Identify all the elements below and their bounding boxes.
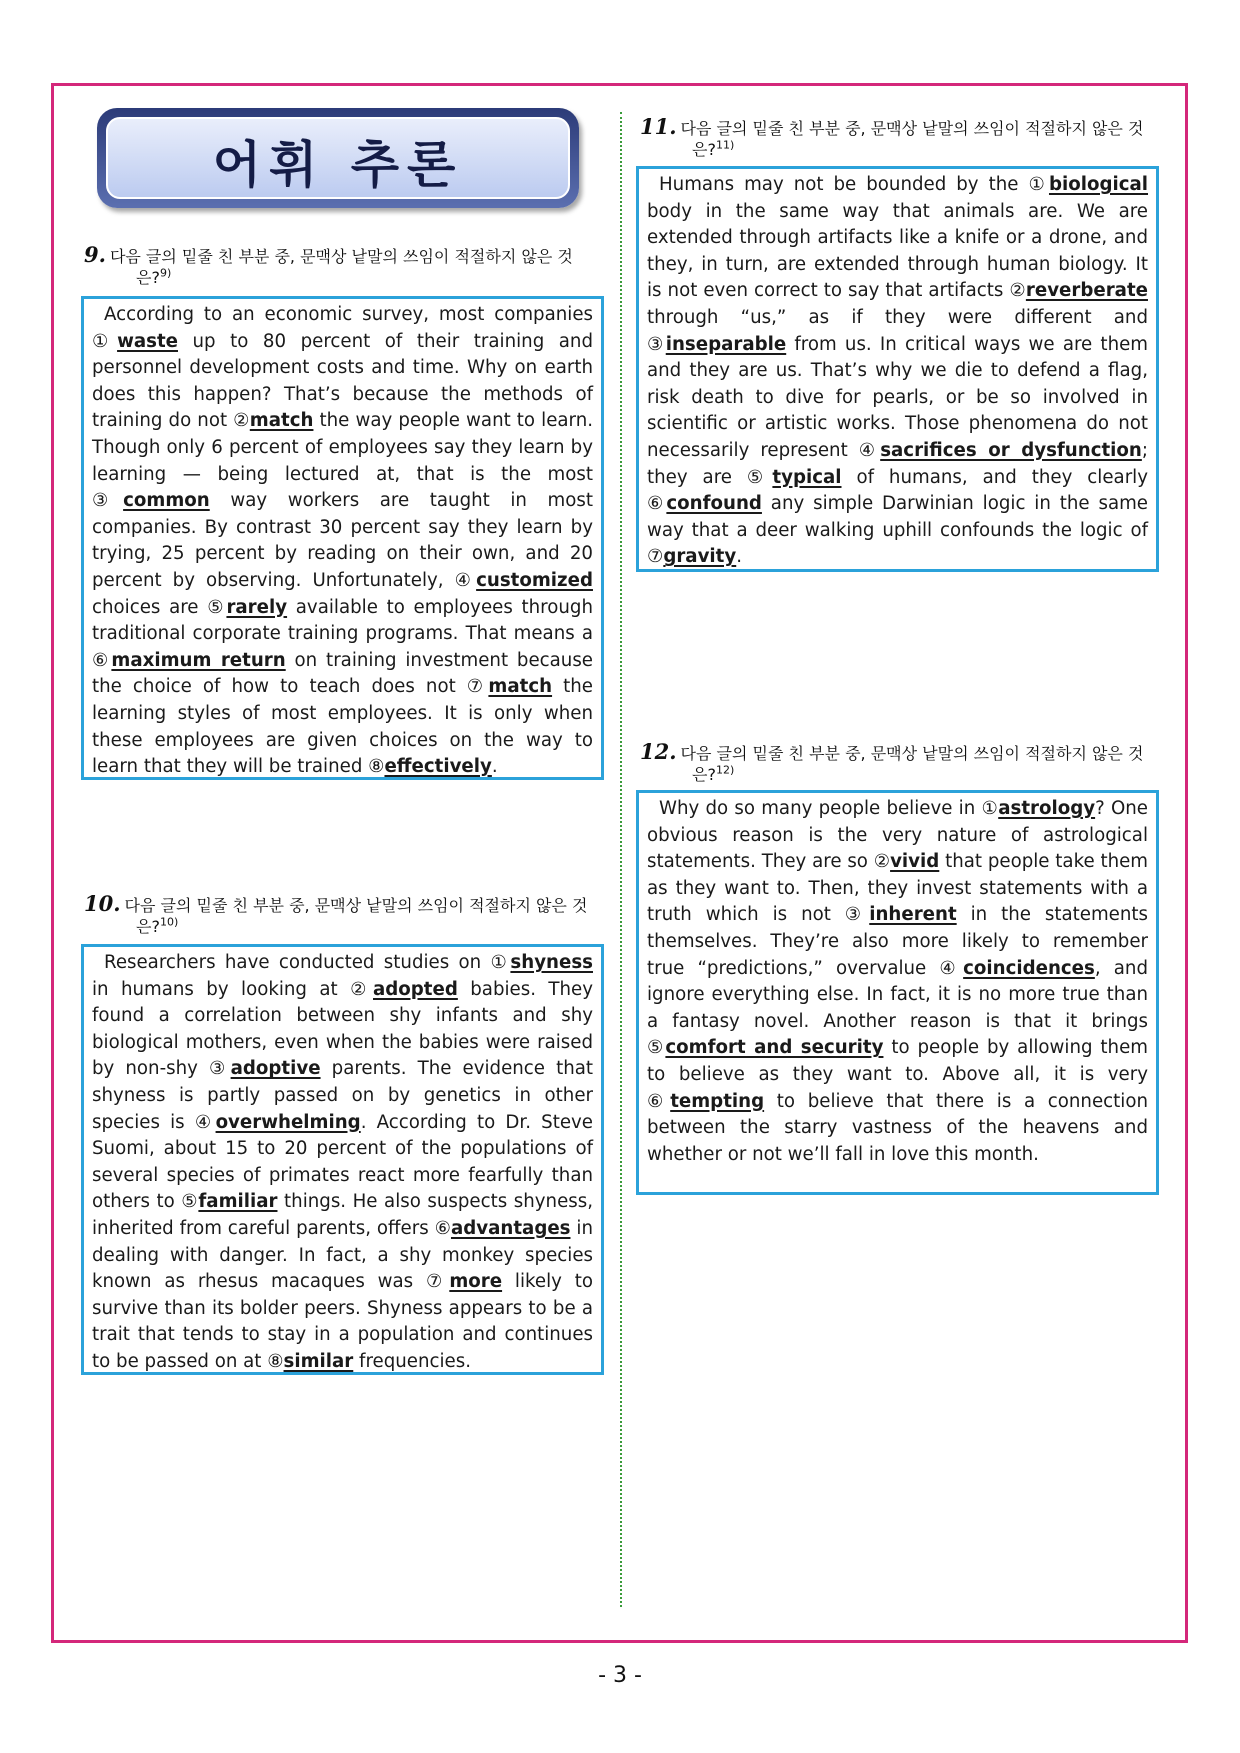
passage-segment: the learning styles of most employees. It is only when these employees are given choices on the way to learn that they will be trained — [92, 676, 593, 778]
underlined-word: familiar — [198, 1191, 278, 1213]
underlined-word: typical — [772, 466, 842, 488]
passage-segment: ? One obvious reason is the very nature of astrological statements. They are so — [647, 798, 1148, 873]
choice-marker: ⑦ — [647, 546, 664, 568]
passage-text — [647, 172, 1148, 571]
question-11-heading — [640, 116, 1160, 160]
underlined-word: shyness — [510, 952, 593, 973]
passage-segment: . According to Dr. Steve Suomi, about 15 to 20 percent of the populations of several species of primates react more fearfully than others to — [92, 1111, 593, 1213]
choice-marker: ① — [981, 798, 999, 819]
passage-segment: things. He also suspects shyness, inherited from careful parents, offers — [92, 1191, 593, 1239]
choice-marker: ⑤ — [207, 596, 227, 618]
passage-segment: up to 80 percent of their training and personnel development costs and time. Why on earth does this happen? That’s because the methods of training do not — [92, 330, 593, 432]
choice-marker: ④ — [858, 439, 881, 461]
passage-segment: Humans may not be bounded by the — [659, 174, 1029, 195]
passage-segment: choices are — [92, 596, 208, 618]
choice-marker: ③ — [209, 1058, 231, 1080]
passage-segment: ; they are — [647, 439, 1148, 488]
section-title: 어휘 추론 — [212, 136, 464, 194]
choice-marker: ② — [873, 851, 891, 873]
question-9-heading — [84, 244, 604, 288]
column-divider — [620, 112, 622, 1607]
passage-segment: parents. The evidence that shyness is partly passed on by genetics in other species is — [92, 1058, 594, 1133]
underlined-word: effectively — [384, 756, 492, 778]
choice-marker: ① — [490, 952, 511, 973]
passage-segment: likely to survive than its bolder peers. Shyness appears to be a trait that tends to stay in a population and continues to be passed on at — [92, 1271, 593, 1372]
underlined-word: inherent — [869, 904, 957, 926]
passage-segment: from us. In critical ways we are them and they are us. That’s why we die to defend a flag, risk death to dive for pearls, or be so involved in scientific or artistic works. Those phenomena do not necessarily represent — [647, 333, 1148, 461]
underlined-word: adoptive — [230, 1058, 321, 1080]
passage-segment: frequencies. — [353, 1350, 472, 1372]
passage-segment: to people by allowing them to believe as they want to. Above all, it is very — [647, 1037, 1148, 1085]
underlined-word: comfort and security — [665, 1037, 884, 1059]
passage-segment: that people take them as they want to. Then, they invest statements with a truth which is not — [647, 851, 1149, 926]
underlined-word: more — [449, 1271, 503, 1293]
underlined-word: astrology — [998, 798, 1096, 819]
question-number: 10. — [84, 891, 121, 916]
question-9-passage — [81, 296, 604, 780]
passage-text — [92, 302, 593, 781]
passage-segment: way workers are taught in most companies. By contrast 30 percent say they learn by trying, 25 percent by reading on their own, and 20 percent by observing. Unfortunately, — [92, 490, 593, 591]
underlined-word: waste — [117, 330, 178, 352]
section-banner — [97, 108, 579, 208]
question-10-passage — [81, 944, 604, 1375]
passage-segment: any simple Darwinian logic in the same way that a deer walking uphill confounds the logic of — [647, 493, 1148, 541]
passage-segment: Why do so many people believe in — [659, 798, 982, 819]
underlined-word: adopted — [373, 978, 458, 1000]
choice-marker: ③ — [92, 490, 124, 512]
passage-text — [92, 950, 593, 1376]
underlined-word: vivid — [890, 851, 940, 873]
passage-segment: of humans, and they clearly — [841, 466, 1148, 488]
choice-marker: ⑤ — [746, 466, 773, 488]
underlined-word: inseparable — [665, 333, 787, 355]
question-prompt-end: 은? — [692, 140, 716, 159]
choice-marker: ⑦ — [425, 1271, 450, 1293]
footnote-ref: 11) — [715, 138, 735, 152]
question-prompt-end: 은? — [136, 268, 160, 287]
question-prompt: 다음 글의 밑줄 친 부분 중, 문맥상 낱말의 쓰임이 적절하지 않은 것 — [124, 896, 588, 915]
choice-marker: ⑧ — [267, 1350, 284, 1372]
passage-segment: in the statements themselves. They’re also more likely to remember true “predictions,” overvalue — [647, 904, 1148, 979]
passage-segment: . — [491, 756, 498, 778]
question-prompt-end: 은? — [136, 917, 160, 936]
choice-marker: ④ — [454, 569, 477, 591]
section-banner-inner — [106, 117, 570, 199]
passage-segment: available to employees through traditional corporate training programs. That means a — [92, 596, 593, 645]
choice-marker: ⑥ — [434, 1217, 451, 1239]
choice-marker: ④ — [939, 957, 964, 979]
choice-marker: ⑤ — [647, 1037, 666, 1059]
underlined-word: common — [123, 490, 210, 512]
choice-marker: ③ — [647, 333, 666, 355]
question-11-passage — [636, 166, 1159, 572]
choice-marker: ⑥ — [92, 649, 112, 671]
question-prompt-end: 은? — [692, 765, 716, 784]
passage-segment: in humans by looking at — [92, 978, 351, 1000]
choice-marker: ④ — [194, 1111, 216, 1133]
choice-marker: ② — [1009, 280, 1026, 302]
choice-marker: ② — [350, 978, 373, 1000]
question-number: 12. — [640, 739, 677, 764]
underlined-word: match — [488, 676, 553, 698]
choice-marker: ② — [233, 410, 250, 432]
footnote-ref: 9) — [159, 266, 172, 280]
underlined-word: rarely — [226, 596, 288, 618]
choice-marker: ⑧ — [368, 756, 385, 778]
underlined-word: advantages — [450, 1217, 571, 1239]
underlined-word: coincidences — [963, 957, 1095, 979]
passage-segment: body in the same way that animals are. We are extended through artifacts like a knife or a drone, and they, in turn, are extended through human biology. It is not even correct to say that artifacts — [647, 200, 1148, 302]
question-number: 11. — [640, 114, 677, 139]
choice-marker: ③ — [844, 904, 870, 926]
underlined-word: similar — [283, 1350, 354, 1372]
passage-text — [647, 796, 1148, 1168]
passage-segment: on training investment because the choice of how to teach does not — [92, 649, 593, 698]
choice-marker: ① — [1028, 174, 1049, 195]
passage-segment: , and ignore everything else. In fact, it is no more true than a fantasy novel. Another reason is that it brings — [647, 957, 1149, 1032]
underlined-word: match — [249, 410, 314, 432]
choice-marker: ⑤ — [181, 1191, 199, 1213]
passage-segment: According to an economic survey, most companies — [104, 304, 593, 325]
question-prompt: 다음 글의 밑줄 친 부분 중, 문맥상 낱말의 쓰임이 적절하지 않은 것 — [680, 119, 1144, 138]
passage-segment: babies. They found a correlation between shy infants and shy biological mothers, even when the babies were raised by non-shy — [92, 978, 593, 1080]
underlined-word: tempting — [670, 1090, 765, 1112]
question-prompt: 다음 글의 밑줄 친 부분 중, 문맥상 낱말의 쓰임이 적절하지 않은 것 — [680, 744, 1144, 763]
choice-marker: ⑦ — [466, 676, 489, 698]
passage-segment: . — [736, 546, 743, 568]
underlined-word: overwhelming — [215, 1111, 361, 1133]
passage-segment: to believe that there is a connection between the starry vastness of the heavens and whether or not we’ll fall in love this month. — [647, 1090, 1148, 1165]
underlined-word: confound — [666, 493, 762, 515]
question-prompt: 다음 글의 밑줄 친 부분 중, 문맥상 낱말의 쓰임이 적절하지 않은 것 — [109, 247, 573, 266]
page-number: - 3 - — [598, 1663, 642, 1688]
choice-marker: ① — [92, 330, 118, 352]
choice-marker: ⑥ — [647, 493, 667, 515]
underlined-word: reverberate — [1025, 280, 1148, 302]
underlined-word: customized — [476, 569, 593, 591]
question-12-passage — [636, 790, 1159, 1195]
footnote-ref: 12) — [715, 763, 735, 777]
question-number: 9. — [84, 242, 106, 267]
underlined-word: biological — [1048, 174, 1149, 195]
underlined-word: sacrifices or dysfunction — [880, 439, 1142, 461]
choice-marker: ⑥ — [647, 1090, 671, 1112]
underlined-word: gravity — [663, 546, 737, 568]
question-10-heading — [84, 893, 604, 937]
question-12-heading — [640, 741, 1160, 785]
passage-segment: Researchers have conducted studies on — [104, 952, 491, 973]
passage-segment: in dealing with danger. In fact, a shy monkey species known as rhesus macaques was — [92, 1217, 593, 1293]
footnote-ref: 10) — [159, 915, 179, 929]
underlined-word: maximum return — [111, 649, 286, 671]
passage-segment: the way people want to learn. Though only 6 percent of employees say they learn by learning — being lectured at, that is the most — [92, 410, 593, 485]
passage-segment: through “us,” as if they were different and — [647, 306, 1148, 328]
